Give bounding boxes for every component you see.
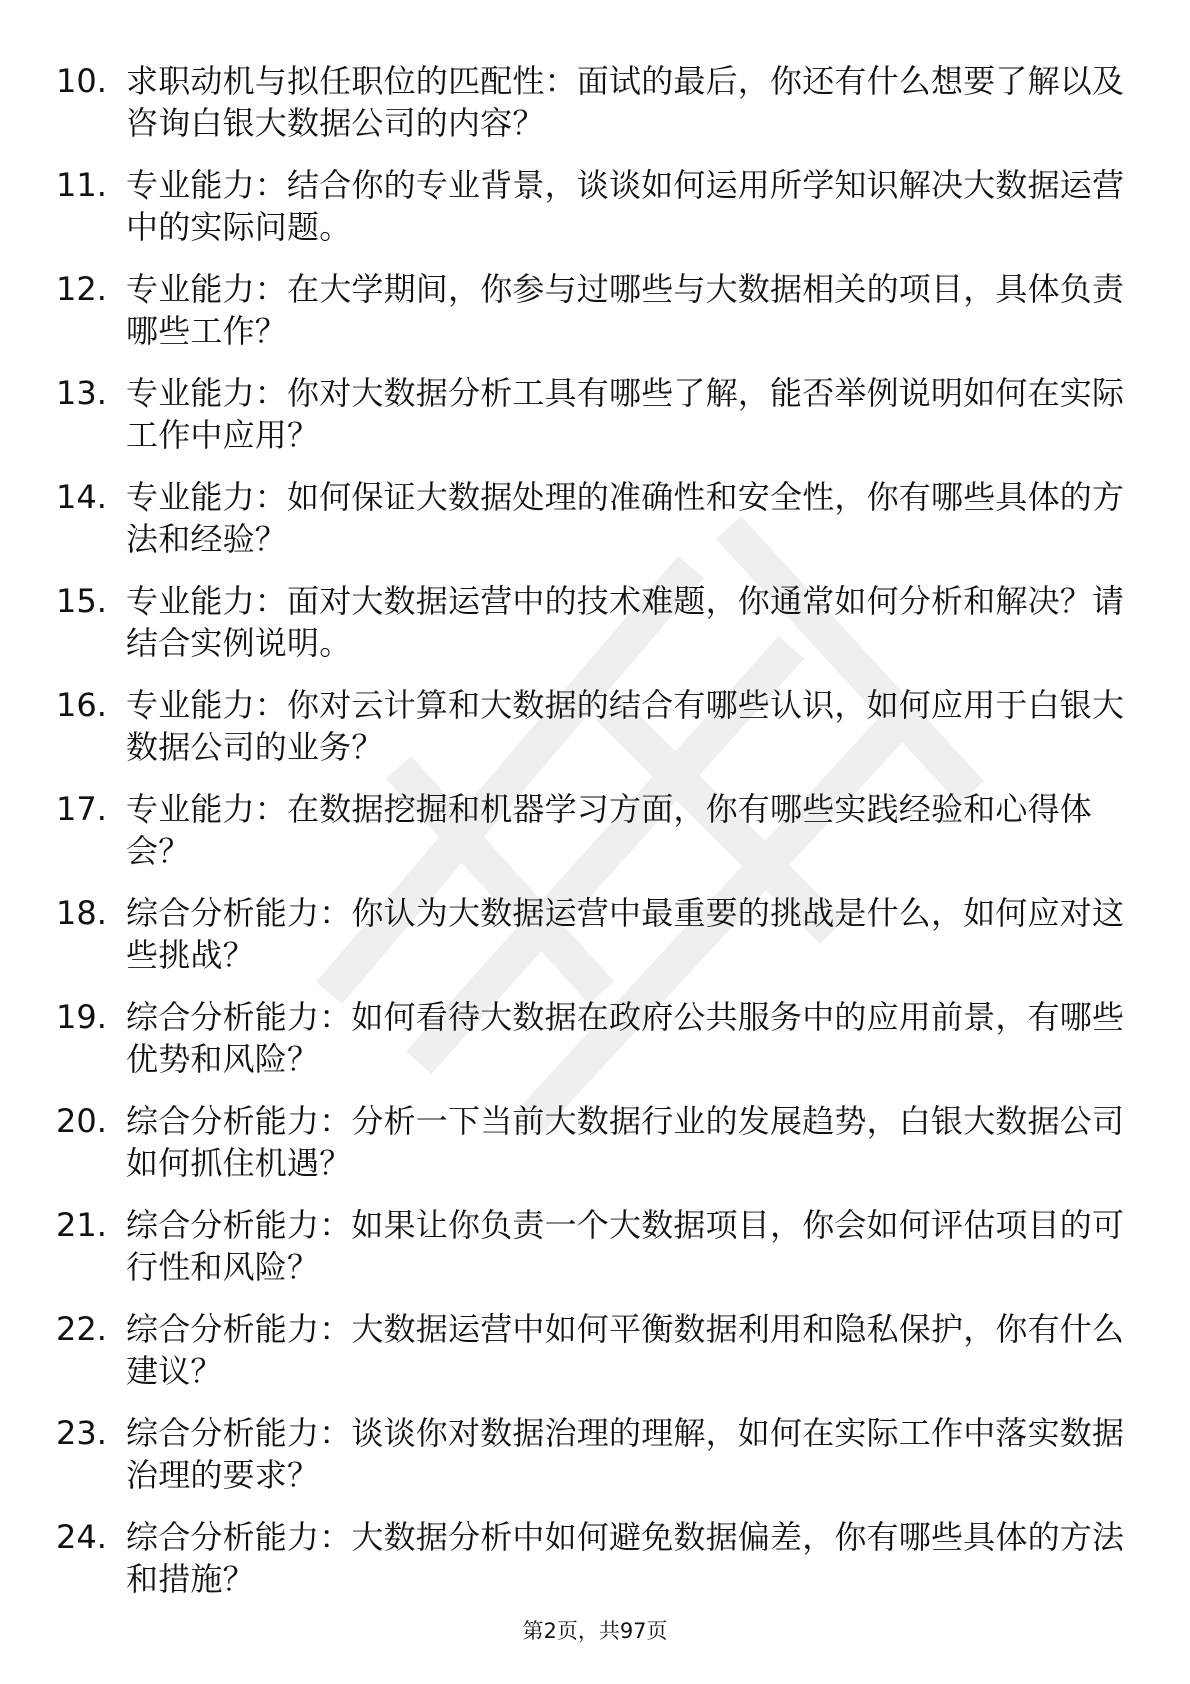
list-item xyxy=(0,476,1190,580)
question-number: 13. xyxy=(56,374,107,412)
question-number: 23. xyxy=(56,1414,107,1452)
question-number: 12. xyxy=(56,270,107,308)
list-item xyxy=(0,996,1190,1100)
question-text: 专业能力：面对大数据运营中的技术难题，你通常如何分析和解决？请结合实例说明。 xyxy=(126,582,1125,662)
question-number: 16. xyxy=(56,686,107,724)
question-text: 专业能力：你对云计算和大数据的结合有哪些认识，如何应用于白银大数据公司的业务？ xyxy=(126,686,1125,766)
question-number: 18. xyxy=(56,894,107,932)
list-item xyxy=(0,268,1190,372)
question-text: 专业能力：在数据挖掘和机器学习方面，你有哪些实践经验和心得体会？ xyxy=(126,790,1093,870)
question-number: 14. xyxy=(56,478,107,516)
question-text: 专业能力：如何保证大数据处理的准确性和安全性，你有哪些具体的方法和经验？ xyxy=(126,478,1125,558)
list-item xyxy=(0,788,1190,892)
question-number: 17. xyxy=(56,790,107,828)
question-text: 综合分析能力：大数据分析中如何避免数据偏差，你有哪些具体的方法和措施？ xyxy=(126,1518,1125,1598)
question-text: 综合分析能力：谈谈你对数据治理的理解，如何在实际工作中落实数据治理的要求？ xyxy=(126,1414,1125,1494)
question-text: 专业能力：结合你的专业背景，谈谈如何运用所学知识解决大数据运营中的实际问题。 xyxy=(126,166,1125,246)
question-number: 21. xyxy=(56,1206,107,1244)
list-item xyxy=(0,1100,1190,1204)
question-number: 20. xyxy=(56,1102,107,1140)
question-text: 求职动机与拟任职位的匹配性：面试的最后，你还有什么想要了解以及咨询白银大数据公司的内容？ xyxy=(126,62,1125,142)
question-number: 11. xyxy=(56,166,107,204)
list-item xyxy=(0,60,1190,164)
list-item xyxy=(0,892,1190,996)
question-number: 15. xyxy=(56,582,107,620)
list-item xyxy=(0,1308,1190,1412)
list-item xyxy=(0,580,1190,684)
question-text: 专业能力：你对大数据分析工具有哪些了解，能否举例说明如何在实际工作中应用？ xyxy=(126,374,1125,454)
list-item xyxy=(0,1204,1190,1308)
question-number: 10. xyxy=(56,62,107,100)
question-text: 综合分析能力：大数据运营中如何平衡数据利用和隐私保护，你有什么建议？ xyxy=(126,1310,1125,1390)
question-text: 综合分析能力：你认为大数据运营中最重要的挑战是什么，如何应对这些挑战？ xyxy=(126,894,1125,974)
list-item xyxy=(0,164,1190,268)
question-number: 22. xyxy=(56,1310,107,1348)
list-item xyxy=(0,372,1190,476)
question-text: 专业能力：在大学期间，你参与过哪些与大数据相关的项目，具体负责哪些工作？ xyxy=(126,270,1125,350)
list-item xyxy=(0,1516,1190,1620)
question-text: 综合分析能力：如何看待大数据在政府公共服务中的应用前景，有哪些优势和风险？ xyxy=(126,998,1125,1078)
question-list xyxy=(0,60,1190,1620)
list-item xyxy=(0,684,1190,788)
page-footer: 第2页，共97页 xyxy=(522,1619,668,1643)
question-number: 19. xyxy=(56,998,107,1036)
question-text: 综合分析能力：分析一下当前大数据行业的发展趋势，白银大数据公司如何抓住机遇？ xyxy=(126,1102,1125,1182)
list-item xyxy=(0,1412,1190,1516)
question-text: 综合分析能力：如果让你负责一个大数据项目，你会如何评估项目的可行性和风险？ xyxy=(126,1206,1125,1286)
question-number: 24. xyxy=(56,1518,107,1556)
